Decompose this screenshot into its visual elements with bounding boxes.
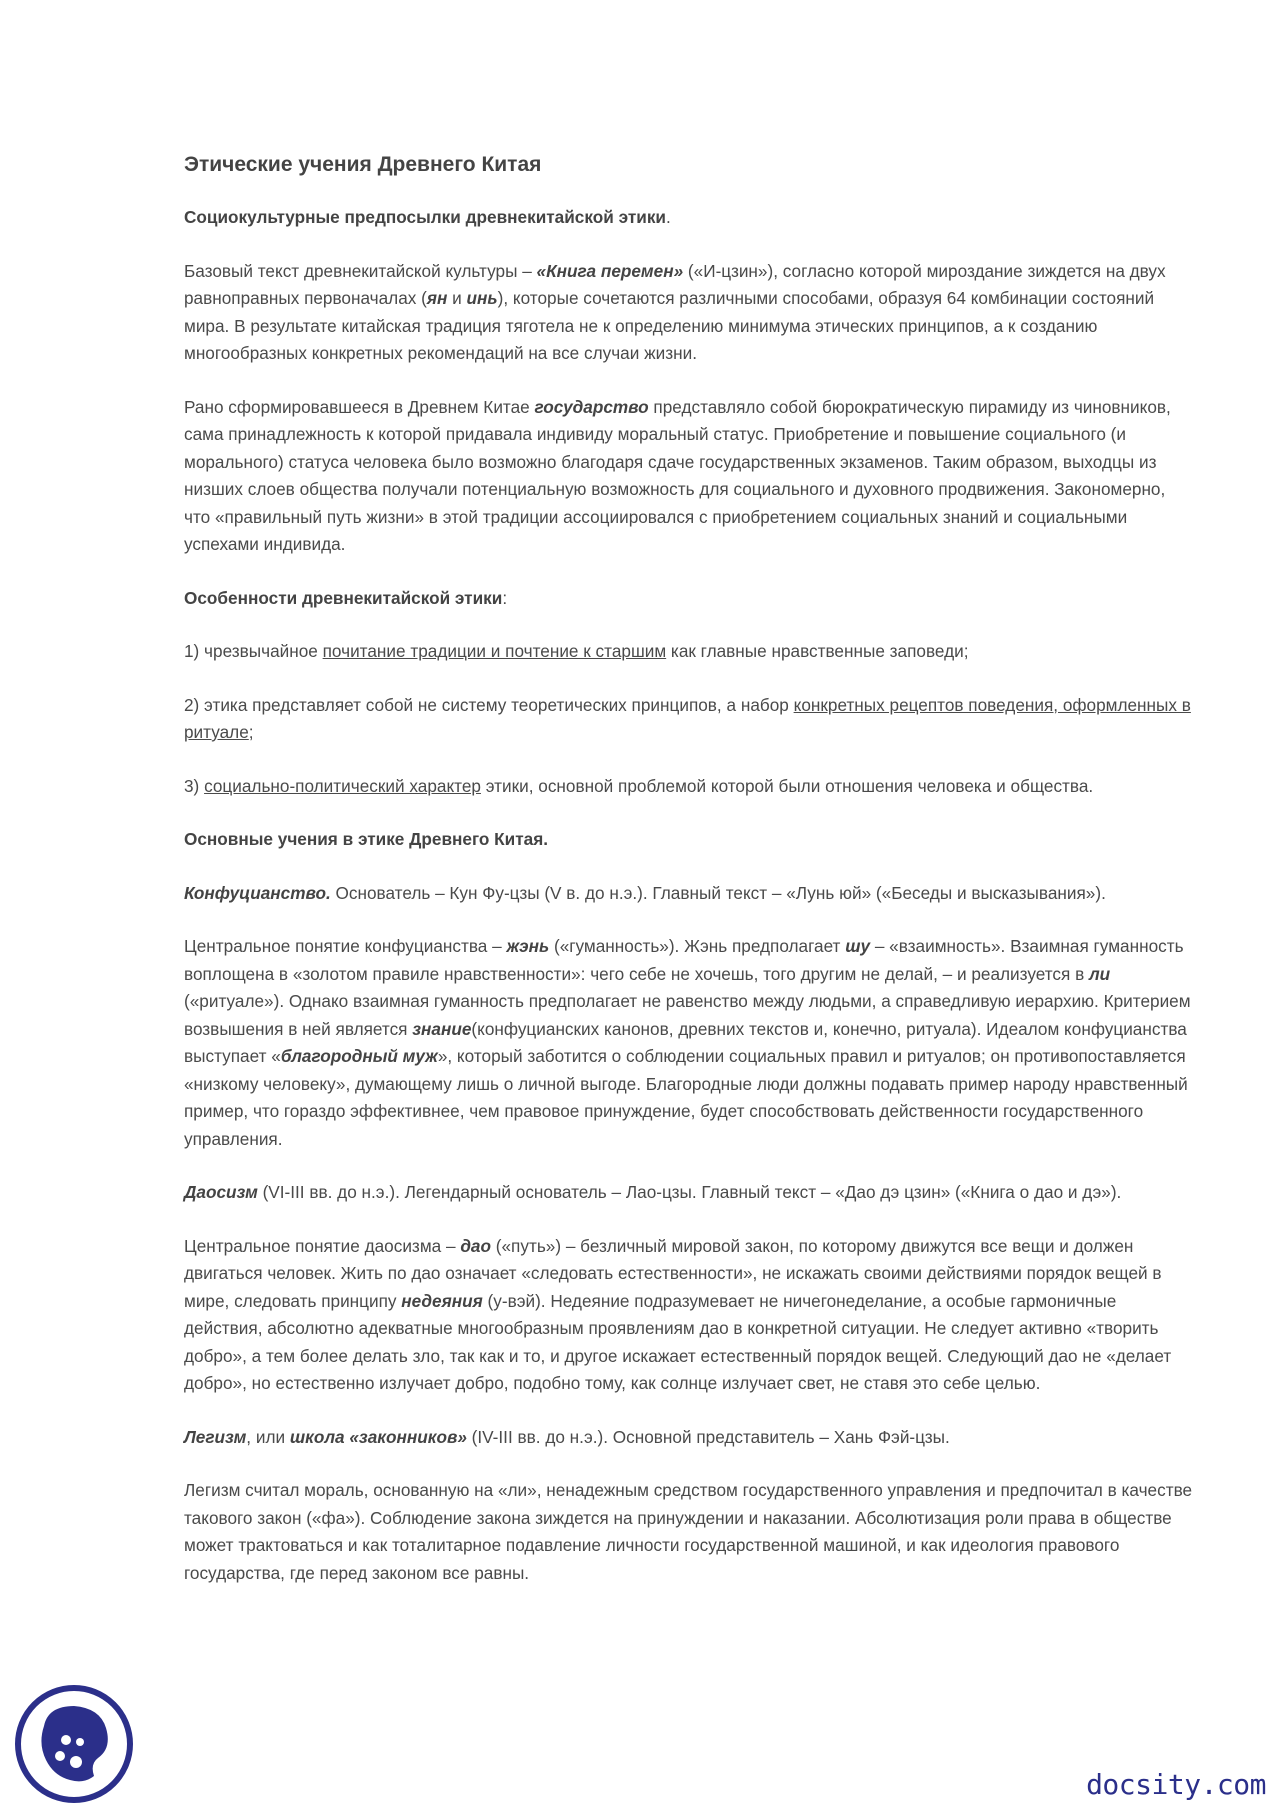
paragraph-taoism: [184, 1179, 1194, 1207]
heading-punct: .: [666, 207, 671, 227]
paragraph-legalism: [184, 1424, 1194, 1452]
text: , или: [246, 1426, 290, 1447]
document-body: [184, 150, 1194, 1613]
docsity-logo-icon[interactable]: [14, 1684, 134, 1804]
paragraph-confucianism-concepts: [184, 933, 1194, 1153]
text: Основатель – Кун Фу-цзы (V в. до н.э.). Главный текст – «Лунь юй» («Беседы и высказывания»).: [330, 882, 1106, 903]
section-heading-features: [184, 585, 1194, 613]
emphasis: школа «законников»: [289, 1426, 467, 1447]
heading-text: Социокультурные предпосылки древнекитайской этики: [184, 207, 666, 227]
text: («путь») – безличный мировой закон, по которому движутся все вещи и должен двигаться человек. Жить по дао означает «следовать естественности», не искажать своими действиями порядок вещей в мире, следовать принципу: [184, 1235, 1162, 1311]
emphasis: благородный муж: [280, 1046, 438, 1066]
text: («гуманность»). Жэнь предполагает: [549, 936, 846, 956]
text: ), которые сочетаются различными способами, образуя 64 комбинации состояний мира. В результате китайская традиция тяготела не к определению минимума этических принципов, а к созданию многообразных конкретных рекомендаций на все случаи жизни.: [184, 288, 1155, 363]
underlined-text: конкретных рецептов поведения, оформленных в ритуале: [184, 694, 1191, 742]
text: этики, основной проблемой которой были отношения человека и общества.: [480, 775, 1094, 796]
text: («И-цзин»), согласно которой мироздание зиждется на двух равноправных первоначалах (: [184, 260, 1166, 308]
heading-text: Основные учения в этике Древнего Китая.: [184, 829, 548, 849]
emphasis: ли: [1088, 963, 1111, 984]
text: », который заботится о соблюдении социальных правил и ритуалов; он противопоставляется «низкому человеку», думающему лишь о личной выгоде. Благородные люди должны подавать пример народу нравственный пример, что гораздо эффективнее, чем правовое принуждение, будет способствовать действенности государственного управления.: [184, 1046, 1188, 1149]
emphasis: жэнь: [506, 936, 550, 956]
emphasis: знание: [412, 1018, 472, 1039]
text: ;: [248, 722, 254, 742]
emphasis: государство: [534, 396, 649, 417]
section-heading-teachings: [184, 826, 1194, 854]
emphasis: шу: [845, 936, 871, 956]
text: («ритуале»). Однако взаимная гуманность предполагает не равенство между людьми, а справедливую иерархию. Критерием возвышения в ней является: [184, 991, 1191, 1039]
emphasis: «Книга перемен»: [536, 260, 684, 281]
feature-item-1: [184, 638, 1194, 666]
paragraph-state: [184, 394, 1194, 559]
text: 1) чрезвычайное: [184, 641, 323, 661]
heading-punct: :: [502, 587, 508, 608]
paragraph-confucianism: [184, 880, 1194, 908]
text: как главные нравственные заповеди;: [666, 641, 969, 661]
emphasis: дао: [460, 1235, 491, 1256]
underlined-text: почитание традиции и почтение к старшим: [322, 641, 667, 661]
text: (IV-III вв. до н.э.). Основной представитель – Хань Фэй-цзы.: [466, 1426, 950, 1447]
emphasis: недеяния: [401, 1290, 483, 1311]
text: представляло собой бюрократическую пирамиду из чиновников, сама принадлежность к которой придавала индивиду моральный статус. Приобретение и повышение социального (и морального) статуса человека было возможно благодаря сдаче государственных экзаменов. Таким образом, выходцы из низших слоев общества получали потенциальную возможность для социального и духовного продвижения. Закономерно, что «правильный путь жизни» в этой традиции ассоциировался с приобретением социальных знаний и социальными успехами индивида.: [184, 396, 1171, 554]
emphasis: инь: [466, 288, 498, 308]
text: 2) этика представляет собой не систему теоретических принципов, а набор: [184, 694, 794, 715]
text: Базовый текст древнекитайской культуры –: [184, 260, 537, 281]
text: (у-вэй). Недеяние подразумевает не ничегонеделание, а особые гармоничные действия, абсолютно адекватные многообразным проявлениям дао в конкретной ситуации. Не следует активно «творить добро», а тем более делать зло, так как и то, и другое искажает естественный порядок вещей. Следующий дао не «делает добро», но естественно излучает добро, подобно тому, как солнце излучает свет, не ставя это себе целью.: [184, 1290, 1172, 1393]
text: Рано сформировавшееся в Древнем Китае: [184, 396, 535, 417]
text: и: [447, 288, 467, 308]
text: (VI-III вв. до н.э.). Легендарный основатель – Лао-цзы. Главный текст – «Дао дэ цзин» («Книга о дао и дэ»).: [257, 1182, 1122, 1202]
underlined-text: социально-политический характер: [204, 775, 481, 796]
paragraph-book-of-changes: [184, 258, 1194, 368]
paragraph-taoism-concepts: [184, 1233, 1194, 1398]
text: (конфуцианских канонов, древних текстов и, конечно, ритуала). Идеалом конфуцианства выступает «: [184, 1018, 1187, 1066]
page-title: Этические учения Древнего Китая: [184, 153, 542, 176]
text: Центральное понятие конфуцианства –: [184, 936, 507, 956]
feature-item-3: [184, 773, 1194, 801]
heading-text: Особенности древнекитайской этики: [184, 587, 503, 608]
section-heading-preconditions: [184, 204, 1194, 232]
emphasis: Легизм: [184, 1426, 247, 1447]
text: – «взаимность». Взаимная гуманность воплощена в «золотом правиле нравственности»: чего себе не хочешь, того другим не делай, – и реализуется в: [184, 936, 1184, 984]
emphasis: ян: [426, 288, 448, 308]
paragraph-legalism-concepts: [184, 1477, 1194, 1587]
emphasis: Даосизм: [184, 1182, 258, 1202]
feature-item-2: [184, 692, 1194, 747]
text: 3): [184, 775, 205, 796]
emphasis: Конфуцианство.: [184, 882, 331, 903]
text: Легизм считал мораль, основанную на «ли», ненадежным средством государственного управления и предпочитал в качестве такового закон («фа»). Соблюдение закона зиждется на принуждении и наказании. Абсолютизация роли права в обществе может трактоваться и как тоталитарное подавление личности государственной машиной, и как идеология правового государства, где перед законом все равны.: [184, 1480, 1193, 1583]
docsity-brand-link[interactable]: docsity.com: [1086, 1768, 1266, 1801]
text: Центральное понятие даосизма –: [184, 1235, 461, 1256]
